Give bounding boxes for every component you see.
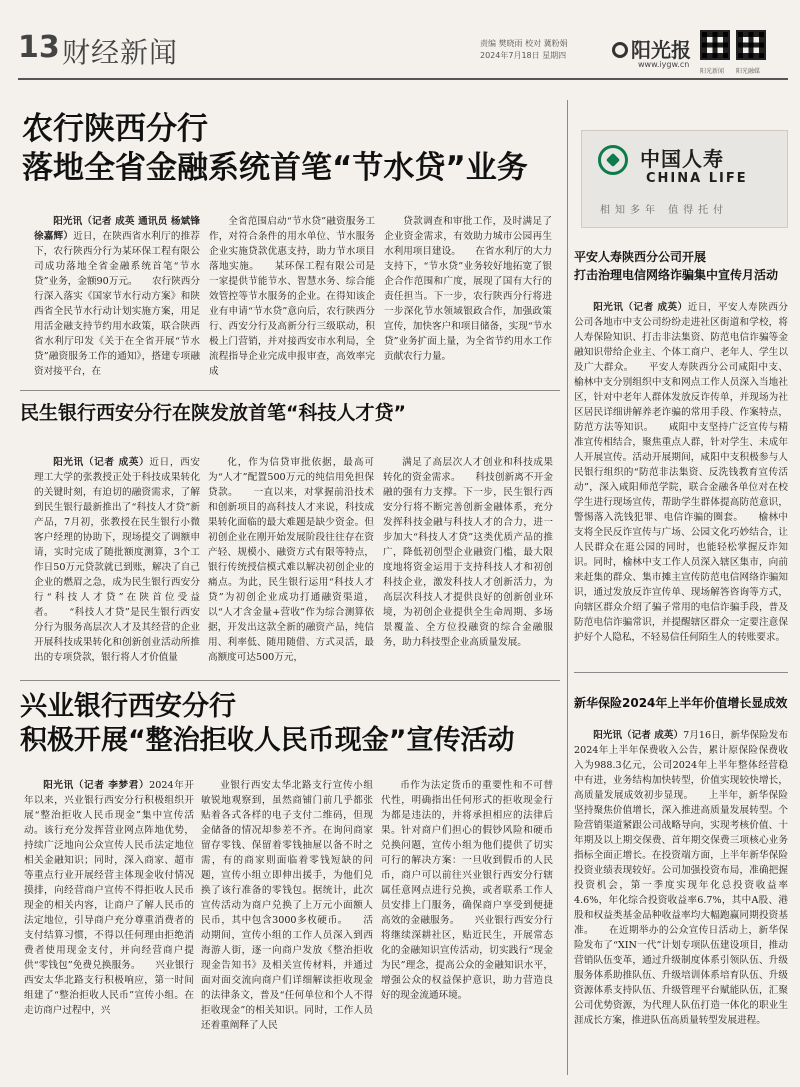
divider <box>574 672 788 673</box>
masthead-rule <box>18 78 788 80</box>
divider <box>20 680 560 681</box>
article2-headline: 民生银行西安分行在陕发放首笔“科技人才贷” <box>20 402 406 424</box>
article2-byline: 阳光讯（记者 成英） <box>53 457 150 468</box>
side2-body: 阳光讯（记者 成英）7月16日，新华保险发布2024年上半年保费收入公告，累计原保险保费收入为988.3亿元，公司2024年上半年整体经营稳中有进，业务结构加快转型，价值实现较快增长，高质量发展成效初步显现。 上半年，新华保险坚持聚焦价值增长，深入推进高质量发展转型。个险营销渠道紧跟公司战略导向，实现考核价值、十年期及以上期交保费、首年期交保费三项核心业务指标全面正增长。在投资端方面，上半年新华保险投资业绩表现较好。公司加强投资布局，准确把握投资机会，第一季度实现年化总投资收益率4.6%，年化综合投资收益率6.7%，其中A股、港股和权益类基金品种收益率均大幅跑赢同期投资基准。 在近期举办的公众宣传日活动上，新华保险发布了“XIN一代”计划专项队伍建设项目，推动营销队伍变革，通过升级制度体系引领队伍、升级服务体系助推队伍、升级培训体系培育队伍、升级资源体系支持队伍、升级管理平台赋能队伍，汇聚公司优势资源，为代理人队伍打造一体化的职业生涯成长方案，推进队伍高质量转型发展进程。 <box>574 730 788 1026</box>
qr-code-icon <box>736 30 766 60</box>
editors-credit: 责编 樊晓雨 校对 冀粉娟 <box>480 39 568 48</box>
section-title: 财经新闻 <box>62 36 179 69</box>
ad-brand-cn: 中国人寿 <box>640 147 724 171</box>
side1-body: 阳光讯（记者 成英）近日，平安人寿陕西分公司各地市中支公司纷纷走进社区街道和学校，将人寿保险知识、打击非法集资、防范电信诈骗等金融知识带给企业主、个体工商户、老年人、学生以及广大群众。 平安人寿陕西分公司咸阳中支、榆林中支分别组织中支和网点工作人员深入当地社区，针对中老年人群体发放反诈传单，并现场为社区居民详细讲解养老诈骗的常用手段、作案特点，防范方法等知识。 咸阳中支坚持广泛宣传与精准宣传相结合，聚焦重点人群，针对学生、未成年人开展宣传。活动开展期间，咸阳中支积极参与人民银行组织的“防范非法集资、反洗钱教育宣传活动”，深入咸阳师范学院，联合金融各单位对在校学生进行现场宣传，帮助学生群体提高防范意识，警惕落入洗钱犯罪、电信诈骗的圈套。 榆林中支将全民反诈宣传与广场、公园文化巧妙结合，让人民群众在逛公园的同时，也能轻松掌握反诈知识。同时，榆林中支工作人员深入辖区集市，向前来赶集的群众、集市摊主宣传防范电信网络诈骗知识，通过发放反诈宣传单、现场解答咨询等方式，向辖区群众介绍了骗子常用的电信诈骗手段，普及防范电信诈骗常识，并提醒辖区群众一定要注意保护好个人隐私，不轻易信任何陌生人的转账要求。 <box>574 302 788 643</box>
article1-column-2: 全省范围启动“节水贷”融资服务工作，对符合条件的用水单位、节水服务企业实施贷款优惠支持，助力节水项目落地实施。 某环保工程有限公司是一家提供节能节水、智慧水务、综合能效管控等节水服务的企业。在得知该企业有申请“节水贷”意向后，农行陕西分行、西安分行及高新分行三级联动，积极上门营销，并对接西安市水利局，全流程指导企业完成申报审查，高效率完成 <box>209 216 375 377</box>
article3-column-3: 币作为法定货币的重要性和不可替代性，明确指出任何形式的拒收现金行为都是违法的，并将承担相应的法律后果。针对商户们担心的假钞风险和硬币兑换问题，宣传小组为他们提供了切实可行的解决方案：一旦收到假币的人民币，商户可以前往兴业银行西安分行辖属任意网点进行兑换，或者联系工作人员安排上门服务，确保商户享受到便捷高效的金融服务。 兴业银行西安分行将继续深耕社区，贴近民生，开展常态化的金融知识宣传活动，切实践行“现金为民”理念，提高公众的金融知识水平，增强公众的权益保护意识，助力营造良好的现金流通环境。 <box>381 780 553 1001</box>
article2-column-1: 阳光讯（记者 成英）近日，西安理工大学的张教授正处于科技成果转化的关键时刻，有迫切的融资需求，了解到民生银行最新推出了“科技人才贷”新产品，7月初，张教授在民生银行小微客户经理的协助下，现场提交了调额申请，实时完成了随批额度测算，3个工作日50万元贷款就已到账，解决了自己企业的燃眉之急，成为民生银行西安分行“科技人才贷”在陕首位受益者。 “科技人才贷”是民生银行西安分行为服务高层次人才及其经营的企业开展科技成果转化和创新创业活动所推出的专项贷款，银行将人才价值量 <box>34 457 200 663</box>
article3-byline: 阳光讯（记者 李梦君） <box>43 780 150 791</box>
divider <box>20 390 560 391</box>
ad-slogan: 相知多年 值得托付 <box>600 205 729 216</box>
qr-code-icon <box>700 30 730 60</box>
qr-label: 阳光融媒 <box>736 68 761 75</box>
article1-column-1: 阳光讯（记者 成英 通讯员 杨斌锋 徐嘉辉）近日，在陕西省水利厅的推荐下，农行陕西分行为某环保工程有限公司成功落地全省金融系统首笔“节水贷”业务，金额90万元。 农行陕西分行深入落实《国家节水行动方案》和陕西省全民节水行动计划实施方案，用足用活金融支持节约用水政策，联合陕西省水利厅印发《关于在全省开展“节水贷”融资服务工作的通知》，搭建专项融资对接平台，在 <box>34 216 200 377</box>
qr-label: 阳光新闻 <box>700 68 725 75</box>
side1-byline: 阳光讯（记者 成英） <box>593 302 688 313</box>
article3-headline: 兴业银行西安分行 积极开展“整治拒收人民币现金”宣传活动 <box>20 691 515 756</box>
side1-headline: 平安人寿陕西分公司开展 打击治理电信网络诈骗集中宣传月活动 <box>574 250 779 282</box>
newspaper-logo: 阳光报 <box>612 34 691 63</box>
ad-brand-en: CHINA LIFE <box>646 171 748 186</box>
publication-date: 2024年7月18日 星期四 <box>480 51 567 60</box>
qr-codes <box>700 30 766 60</box>
column-divider <box>567 100 568 1075</box>
article3-column-2: 业银行西安太华北路支行宣传小组敏锐地观察到，虽然商铺门前几乎都张贴着各式各样的电子支付二维码，但现金储备的情况却参差不齐。在询问商家留存零钱、保留着零钱抽屉以备不时之需，有的商家则面临着零钱短缺的问题，宣传小组立即伸出援手，为他们兑换了该行准备的零钱包。据统计，此次宣传活动为商户兑换了上万元小面额人民币，其中包含3000多枚硬币。 活动期间，宣传小组的工作人员深入到西海游人街，逐一向商户发放《整治拒收现金告知书》及相关宣传材料，并通过面对面交流向商户们详细解读拒收现金的法律条文，普及“任何单位和个人不得拒收现金”的相关知识。同时，工作人员还着重阐释了人民 <box>201 780 373 1031</box>
article1-headline: 农行陕西分行 落地全省金融系统首笔“节水贷”业务 <box>22 111 528 186</box>
china-life-ad[interactable] <box>581 130 788 228</box>
article2-column-3: 满足了高层次人才创业和科技成果转化的资金需求。 科技创新离不开金融的强有力支撑。下一步，民生银行西安分行将不断完善创新金融体系，充分发挥科技金融与科技人才的合力，进一步加大“科技人才贷”这类优质产品的推广，降低初创型企业融资门槛，最大限度地将资金运用于支持科技人才和初创科技企业，激发科技人才创新活力，为高层次科技人才提供良好的创新创业环境，为初创企业提供全生命周期、多场景覆盖、全方位投融资的综合金融服务，助力科技型企业高质量发展。 <box>383 457 553 648</box>
page-number: 13 <box>18 30 60 65</box>
article1-column-3: 贷款调查和审批工作，及时满足了企业资金需求，有效助力城市公园再生水利用项目建设。 在省水利厅的大力支持下，“节水贷”业务较好地拓宽了银企合作范围和广度，展现了国有大行的责任担当。下一步，农行陕西分行将进一步深化节水领域银政合作，加强政策宣传，加快客户和项目储备，实现“节水贷”业务扩面上量，为全省节约用水工作贡献农行力量。 <box>384 216 552 362</box>
article1-byline: 阳光讯（记者 成英 通讯员 杨斌锋 徐嘉辉） <box>34 216 200 242</box>
china-life-emblem-icon <box>598 145 628 175</box>
masthead <box>0 0 800 82</box>
logo-ring-icon <box>612 42 628 58</box>
site-url[interactable]: www.iygw.cn <box>638 60 690 69</box>
article2-column-2: 化，作为信贷审批依据，最高可为“人才”配置500万元的纯信用免担保贷款。 一直以来，对掌握前沿技术和创新项目的高科技人才来说，科技成果转化面临的最大难题是缺少资金。但初创企业在刚开始发展阶段往往存在资产轻、规模小、融资方式有限等特点，银行传统授信模式难以解决初创企业的痛点。为此，民生银行运用“科技人才贷”为初创企业成功打通融资渠道，以“人才含金量+营收”作为综合测算依据，开发出这款全新的融资产品，纯信用、利率低、随用随借、方式灵活，最高额度可达500万元， <box>208 457 374 663</box>
side2-headline: 新华保险2024年上半年价值增长显成效 <box>574 696 788 710</box>
article3-column-1: 阳光讯（记者 李梦君）2024年开年以来，兴业银行西安分行积极组织开展“整治拒收人民币现金”集中宣传活动。该行充分发挥营业网点阵地优势，持续广泛地向公众宣传人民币法定地位相关金融知识；同时，深入商家、超市等重点行业开展经营主体现金收付情况摸排，向经营商户宣传不得拒收人民币现金的相关内容，让商户了解人民币的法定地位，引导商户充分尊重消费者的支付结算习惯，不得以任何理由拒绝消费者使用现金支付，并向经营商户提供“零钱包”免费兑换服务。 兴业银行西安太华北路支行积极响应，第一时间组建了“整治拒收人民币”宣传小组。在走访商户过程中，兴 <box>24 780 194 1016</box>
side2-byline: 阳光讯（记者 成英） <box>593 730 684 741</box>
